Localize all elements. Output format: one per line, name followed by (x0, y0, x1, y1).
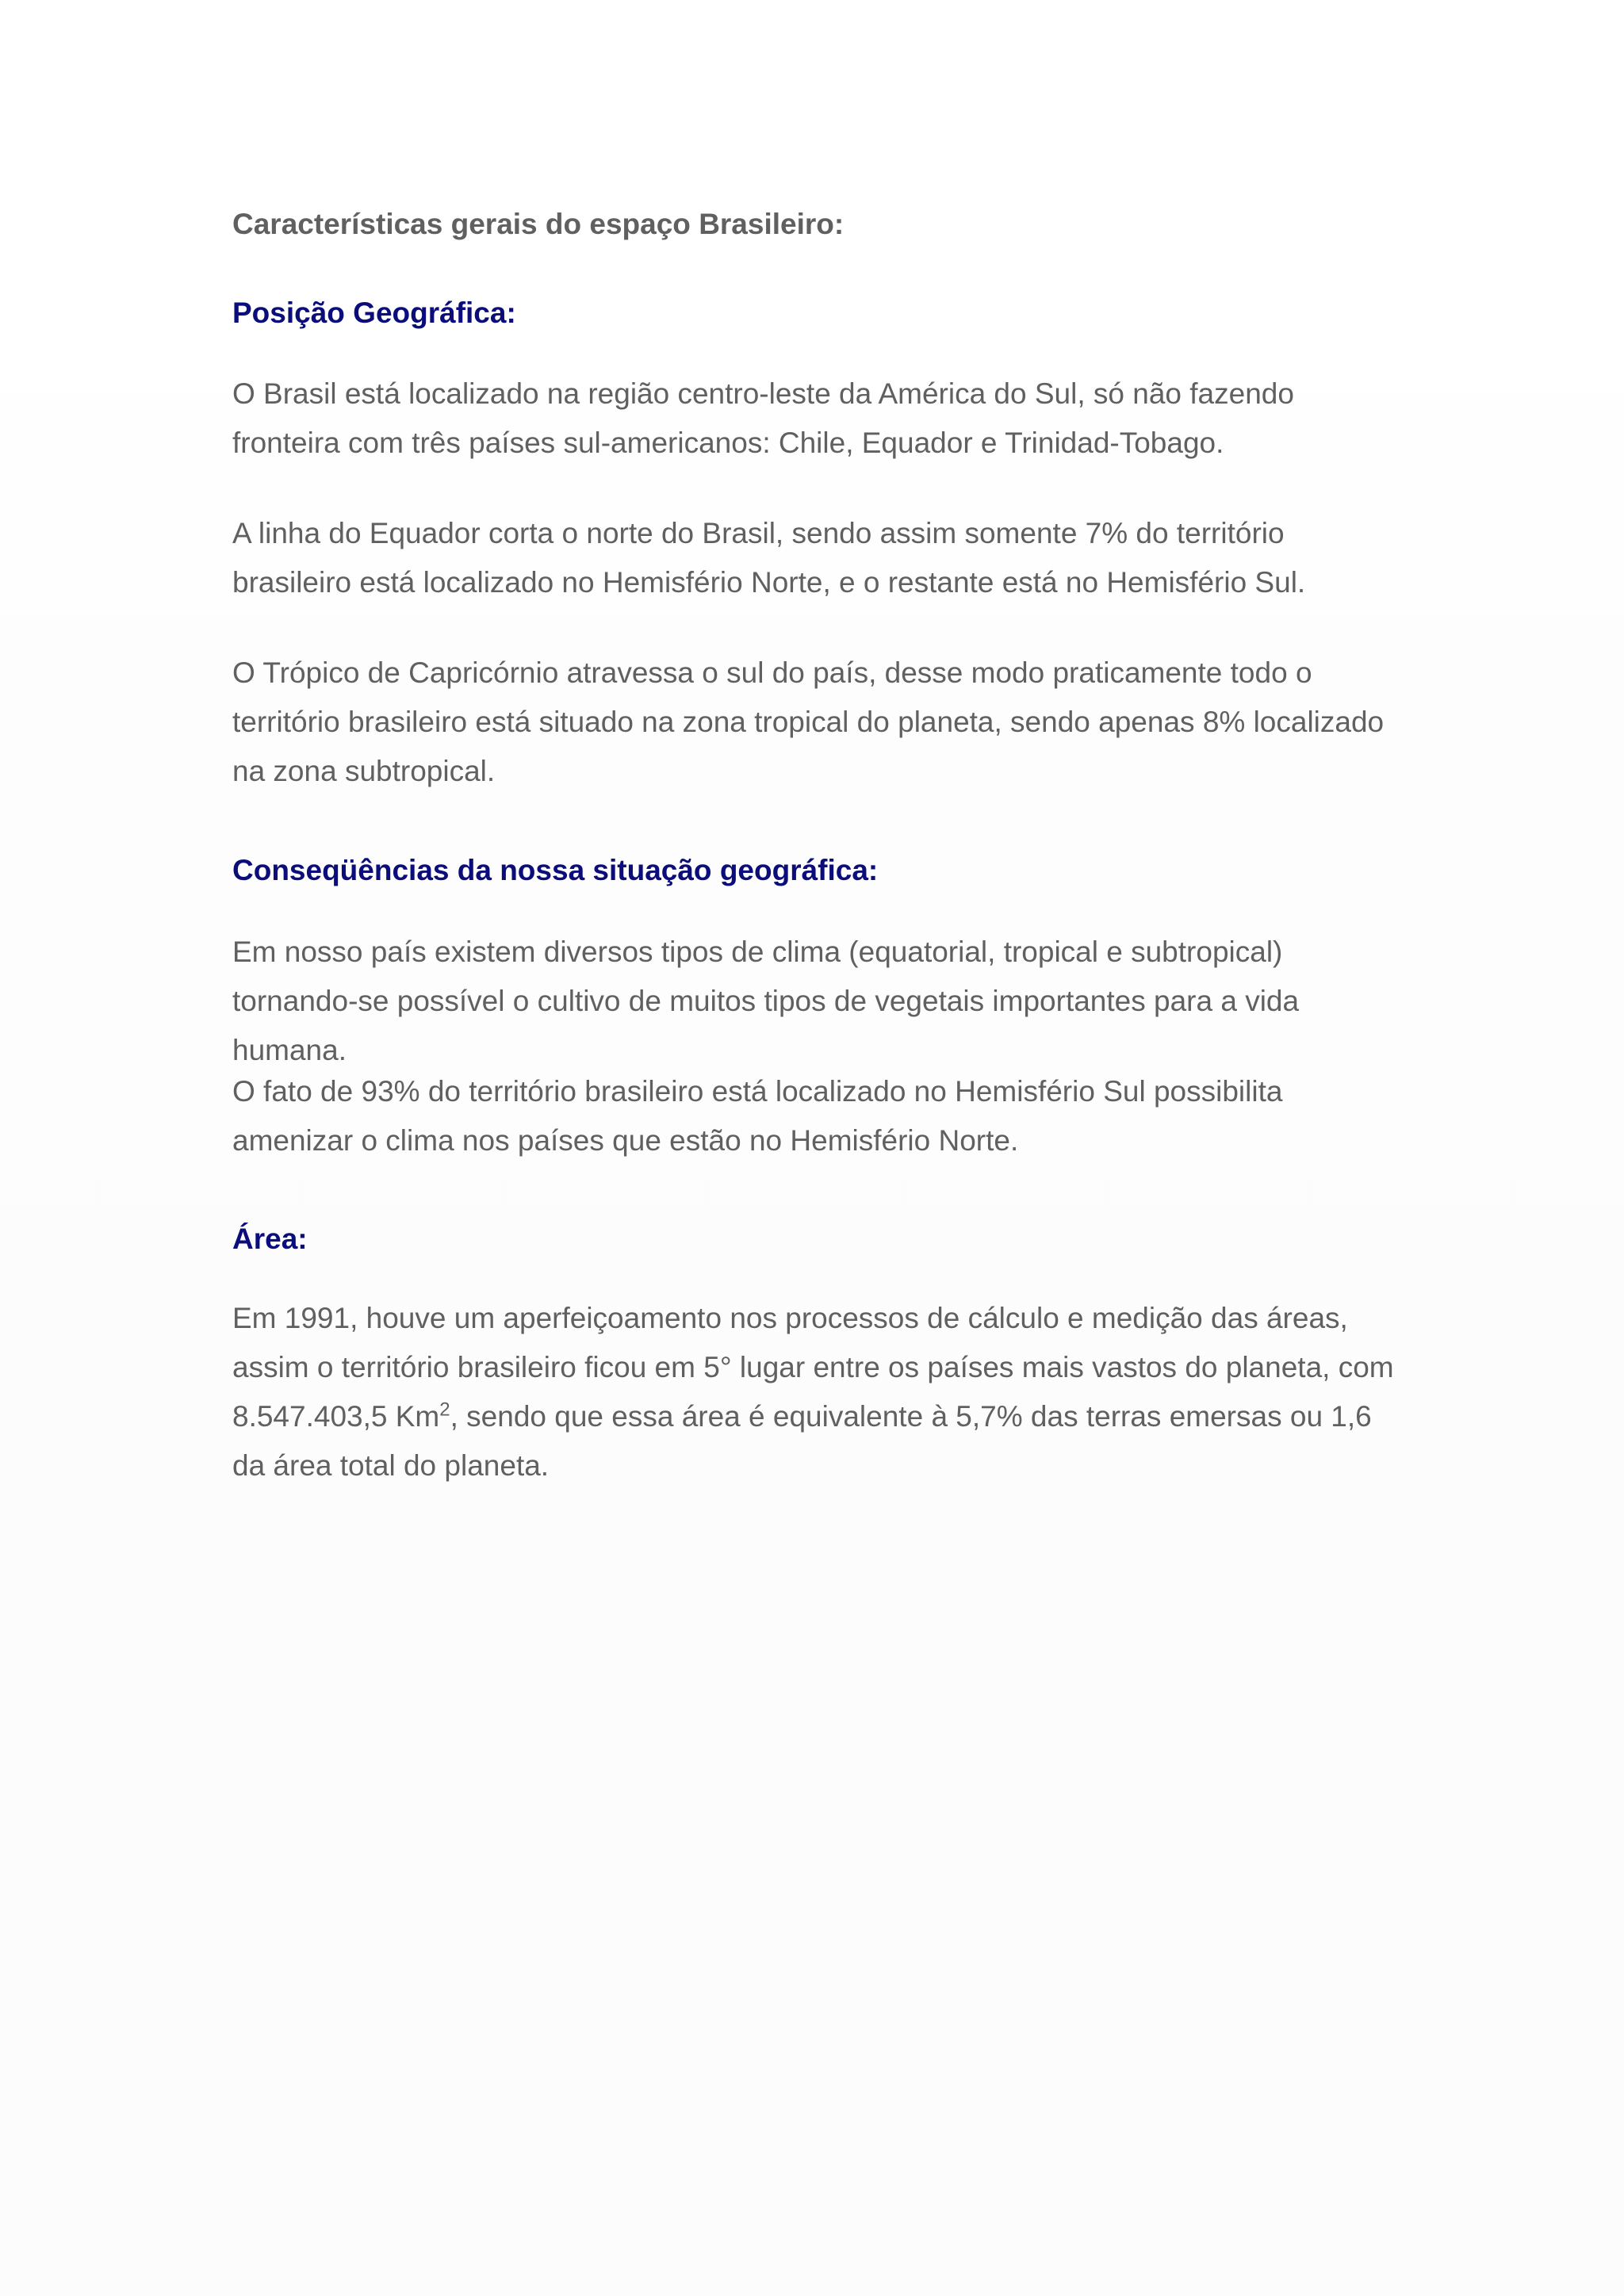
paragraph-tipos-clima: Em nosso país existem diversos tipos de clima (equatorial, tropical e subtropical) tornando-se possível o cultivo de muitos tipos de vegetais importantes para a vida humana. (232, 936, 1300, 1066)
paragraph-linha-equador: A linha do Equador corta o norte do Brasil, sendo assim somente 7% do território brasileiro está localizado no Hemisfério Norte, e o restante está no Hemisfério Sul. (232, 517, 1306, 599)
section-heading-area: Área: (232, 1223, 308, 1255)
section-heading-consequencias: Conseqüências da nossa situação geográfica: (232, 854, 879, 886)
paragraph-localizacao: O Brasil está localizado na região centro-leste da América do Sul, só não fazendo fronteira com três países sul-americanos: Chile, Equador e Trinidad-Tobago. (232, 377, 1294, 459)
area-text-after: , sendo que essa área é equivalente à 5,7% das terras emersas ou 1,6 da área total do planeta. (232, 1400, 1372, 1482)
document-title: Características gerais do espaço Brasileiro: (232, 208, 845, 240)
section-heading-posicao: Posição Geográfica: (232, 297, 516, 329)
paragraph-tropico-capricornio: O Trópico de Capricórnio atravessa o sul do país, desse modo praticamente todo o território brasileiro está situado na zona tropical do planeta, sendo apenas 8% localizado na zona subtropical. (232, 656, 1385, 787)
area-superscript: 2 (439, 1399, 450, 1421)
paragraph-hemisferio-sul: O fato de 93% do território brasileiro está localizado no Hemisfério Sul possibilita amenizar o clima nos países que estão no Hemisfério Norte. (232, 1075, 1283, 1157)
paragraph-area-territorio (232, 1294, 1398, 1490)
area-text-before: Em 1991, houve um aperfeiçoamento nos processos de cálculo e medição das áreas, assim o território brasileiro ficou em 5° lugar entre os países mais vastos do planeta, com 8.547.403,5 Km (232, 1302, 1394, 1433)
